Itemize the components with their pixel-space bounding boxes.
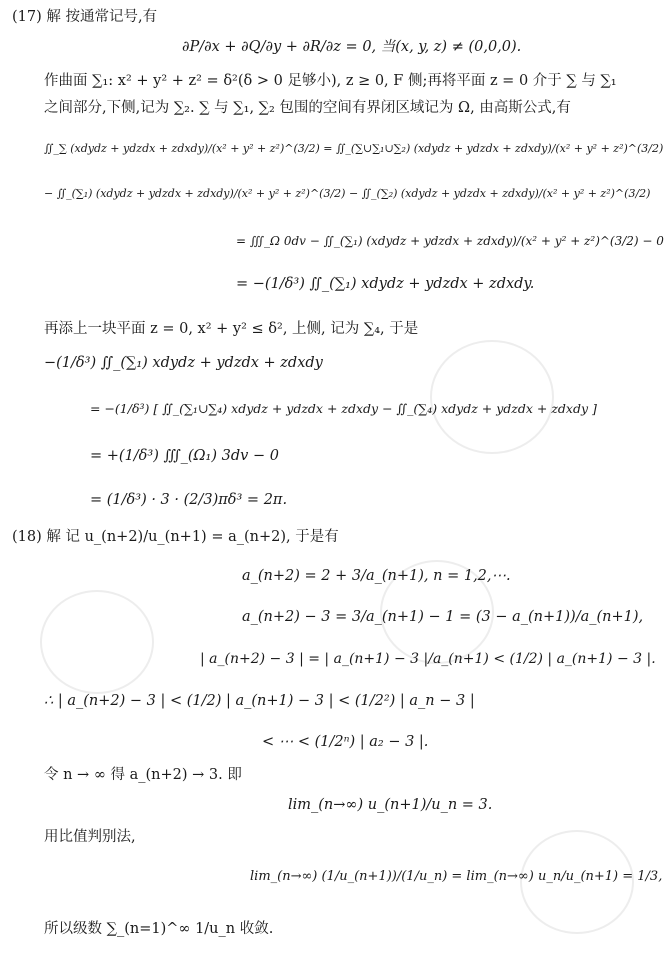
problem-18-heading: (18) 解 记 u_(n+2)/u_(n+1) = a_(n+2), 于是有 <box>12 529 339 545</box>
equation: lim_(n→∞) (1/u_(n+1))/(1/u_n) = lim_(n→∞) u_n/u_(n+1) = 1/3, <box>250 869 663 884</box>
equation: ∂P/∂x + ∂Q/∂y + ∂R/∂z = 0, 当(x, y, z) ≠ (0,0,0). <box>182 39 522 55</box>
equation: | a_(n+2) − 3 | = | a_(n+1) − 3 |/a_(n+1) < (1/2) | a_(n+1) − 3 |. <box>200 651 656 667</box>
equation: = −(1/δ³) [ ∬_(∑₁∪∑₄) xdydz + ydzdx + zdxdy − ∬_(∑₄) xdydz + ydzdx + zdxdy ] <box>90 401 597 416</box>
equation: ∬_∑ (xdydz + ydzdx + zdxdy)/(x² + y² + z²)^(3/2) = ∬_(∑∪∑₁∪∑₂) (xdydz + ydzdx + zdxdy)/(x² + y² + z²)^(3/2) <box>44 142 664 155</box>
equation: < ⋯ < (1/2ⁿ) | a₂ − 3 |. <box>262 734 429 750</box>
equation: − ∬_(∑₁) (xdydz + ydzdx + zdxdy)/(x² + y² + z²)^(3/2) − ∬_(∑₂) (xdydz + ydzdx + zdxdy)/(x² + y² + z²)^(3/2) <box>44 187 651 200</box>
equation: −(1/δ³) ∬_(∑₁) xdydz + ydzdx + zdxdy <box>44 355 323 371</box>
watermark-stamp <box>430 340 554 454</box>
paragraph-text: 之间部分,下侧,记为 ∑₂. ∑ 与 ∑₁, ∑₂ 包围的空间有界闭区域记为 Ω, 由高斯公式,有 <box>44 100 571 116</box>
watermark-stamp <box>40 590 154 694</box>
equation: = +(1/δ³) ∭_(Ω₁) 3dv − 0 <box>90 448 279 464</box>
equation: = ∭_Ω 0dv − ∬_(∑₁) (xdydz + ydzdx + zdxdy)/(x² + y² + z²)^(3/2) − 0 <box>236 234 664 248</box>
problem-17-heading: (17) 解 按通常记号,有 <box>12 9 158 25</box>
equation: a_(n+2) = 2 + 3/a_(n+1), n = 1,2,⋯. <box>242 568 511 584</box>
paragraph-text: 作曲面 ∑₁: x² + y² + z² = δ²(δ > 0 足够小), z ≥ 0, F 侧;再将平面 z = 0 介于 ∑ 与 ∑₁ <box>44 73 617 89</box>
equation: a_(n+2) − 3 = 3/a_(n+1) − 1 = (3 − a_(n+1))/a_(n+1), <box>242 609 644 625</box>
equation: = (1/δ³) · 3 · (2/3)πδ³ = 2π. <box>90 492 288 508</box>
paragraph-text: 令 n → ∞ 得 a_(n+2) → 3. 即 <box>44 767 242 783</box>
equation: lim_(n→∞) u_(n+1)/u_n = 3. <box>288 797 493 813</box>
equation: ∴ | a_(n+2) − 3 | < (1/2) | a_(n+1) − 3 | < (1/2²) | a_n − 3 | <box>44 693 475 709</box>
paragraph-text: 再添上一块平面 z = 0, x² + y² ≤ δ², 上侧, 记为 ∑₄, 于是 <box>44 321 419 337</box>
paragraph-text: 用比值判别法, <box>44 829 136 845</box>
equation: = −(1/δ³) ∬_(∑₁) xdydz + ydzdx + zdxdy. <box>236 276 535 292</box>
paragraph-text: 所以级数 ∑_(n=1)^∞ 1/u_n 收敛. <box>44 921 274 937</box>
